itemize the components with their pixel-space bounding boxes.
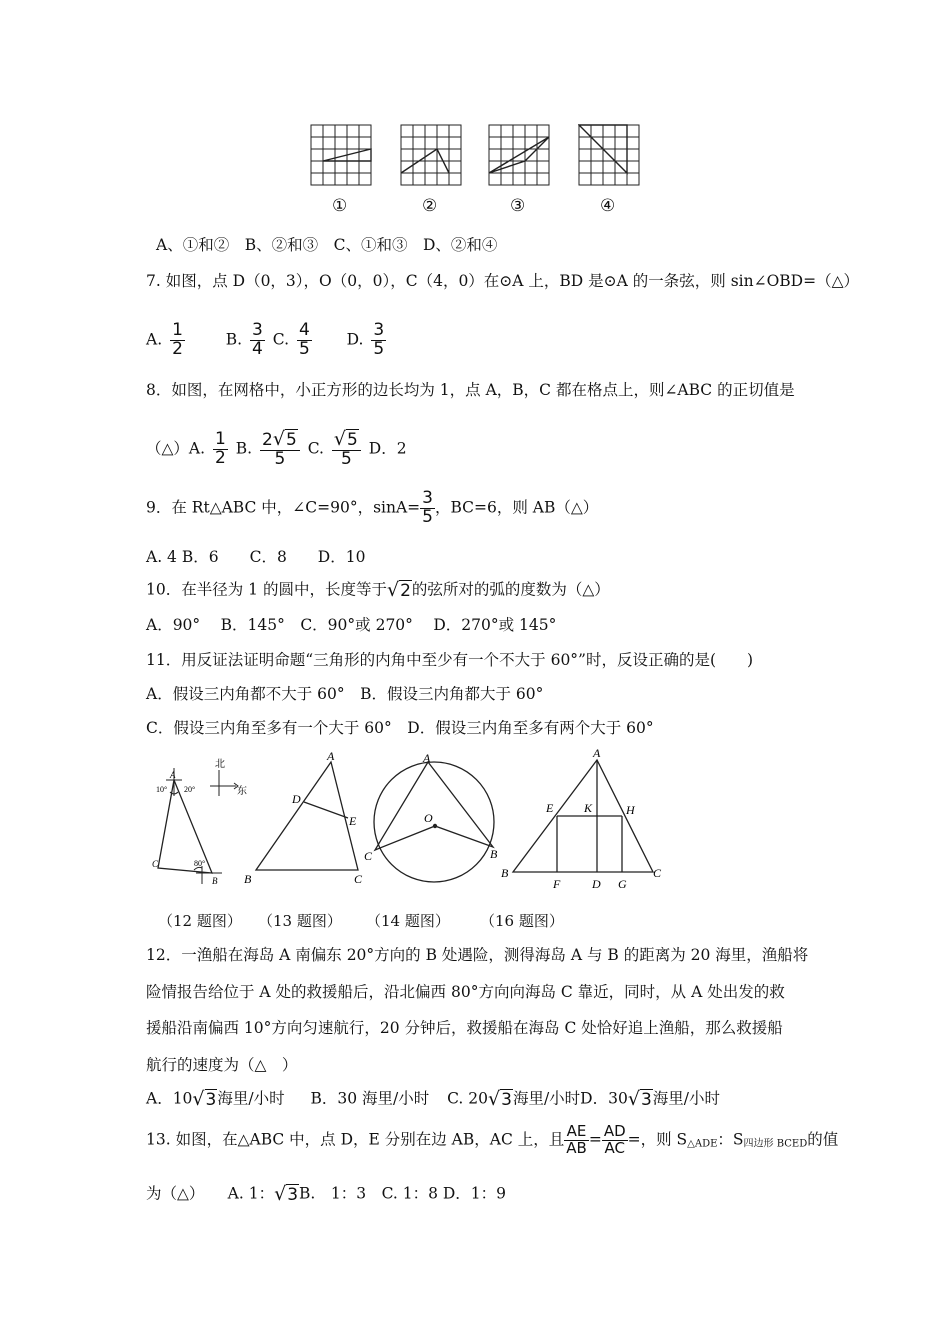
q7-option-b-fraction: $\frac{3}{4}$ [252,320,263,359]
fig12-B: B [212,876,218,886]
fig14-A: A [423,751,431,765]
q10-sqrt: √2 [386,579,411,601]
q13-stem [146,1124,838,1157]
q12-line-3: 援船沿南偏西 10°方向匀速航行，20 分钟后，救援船在海岛 C 处恰好追上渔船，那么救援船 [146,1019,783,1037]
fig13-D: D [292,792,301,806]
q12-d-sqrt: √3 [627,1088,652,1110]
q13-sub-bced: 四边形 BCED [743,1138,808,1150]
q8-option-b-label: B. [235,439,253,458]
q9-options: A. 4 B．6 C．8 D．10 [146,548,366,566]
grid-figure-4 [578,124,640,186]
caption-12: （12 题图） [158,912,242,930]
q13-sub-ade: △ADE [687,1138,718,1150]
q13-stem-end: 的值 [807,1130,839,1149]
grid-figure-2 [400,124,462,186]
fig16-D: D [592,877,601,891]
q12-d-unit: 海里/小时 [652,1089,720,1108]
fig14-B: B [490,847,498,861]
fig16-K: K [584,801,593,815]
q8-stem: 8．如图，在网格中，小正方形的边长均为 1，点 A，B，C 都在格点上，则∠ABC 的正切值是 [146,381,795,399]
caption-14: （14 题图） [366,912,450,930]
figure-label-3: ③ [510,196,526,216]
q8-option-d: D．2 [368,439,407,458]
fig12-deg20: 20° [184,785,196,794]
q7-option-a-label: A. [146,330,163,349]
fig16-E: E [546,801,554,815]
q13-line2-pre: 为（△） A. 1： [146,1184,275,1203]
fig14-O: O [424,811,433,825]
figure-16 [495,744,665,892]
q13-line2-post: B. 1：3 C. 1：8 D．1：9 [299,1184,507,1203]
q12-option-b: B．30 海里/小时 [310,1089,430,1108]
fig13-A: A [327,749,335,763]
caption-16: （16 题图） [480,912,564,930]
q8-prefix: （△）A. [146,439,206,458]
q11-stem: 11．用反证法证明命题“三角形的内角中至少有一个不大于 60°”时，反设正确的是( ) [146,651,754,669]
fig16-F: F [553,877,561,891]
q12-a-unit: 海里/小时 [217,1089,285,1108]
q10-stem [146,579,610,602]
q8-option-b-fraction: $\frac{2√5}{5}$ [260,430,300,469]
q8-options [146,430,407,469]
q13-fraction-ad-ac: $\frac{AD}{AC}$ [603,1122,626,1157]
q13-stem-mid: =，则 S [627,1130,688,1149]
q11-options-2: C．假设三内角至多有一个大于 60° D．假设三内角至多有两个大于 60° [146,719,654,737]
q7-option-d-label: D. [346,330,364,349]
east-label: 东 [237,786,247,797]
q10-options: A．90° B．145° C．90°或 270° D．270°或 145° [146,616,557,634]
figure-14 [362,748,507,890]
fig16-G: G [618,877,627,891]
figure-12 [150,756,250,890]
q12-option-d: D．30 [580,1089,628,1108]
q12-line-2: 险情报告给位于 A 处的救援船后，沿北偏西 80°方向向海岛 C 靠近，同时，从 A 处出发的救 [146,983,785,1001]
fig14-C: C [364,849,373,863]
q12-option-a: A．10 [146,1089,193,1108]
q12-a-sqrt: √3 [192,1088,217,1110]
fig13-B: B [244,872,252,886]
q6-options: A、①和② B、②和③ C、①和③ D、②和④ [156,236,498,254]
q7-stem: 7. 如图，点 D（0，3），O（0，0），C（4，0）在⊙A 上，BD 是⊙A 的一条弦，则 sin∠OBD=（△） [146,272,860,290]
q12-option-c: C. 20 [447,1089,488,1108]
q7-options [146,322,389,359]
q7-option-b-label: B. [225,330,243,349]
q9-stem-post: ，BC=6，则 AB（△） [434,498,599,517]
q7-option-a-fraction: $\frac{1}{2}$ [172,320,183,359]
q10-stem-post: 的弦所对的弧的度数为（△） [411,580,610,599]
q13-stem-pre: 13. 如图，在△ABC 中，点 D，E 分别在边 AB，AC 上，且 [146,1130,565,1149]
figure-13 [240,748,370,888]
q8-option-c-fraction: $\frac{√5}{5}$ [332,430,361,469]
q13-equals: = [588,1130,602,1149]
q7-option-c-label: C. [272,330,290,349]
q9-stem [146,490,598,527]
grid-figure-3 [488,124,550,186]
q13-fraction-ae-ab: $\frac{AE}{AB}$ [566,1122,587,1157]
q12-c-sqrt: √3 [488,1088,512,1110]
q10-stem-pre: 10．在半径为 1 的圆中，长度等于 [146,580,387,599]
q13-sqrt: √3 [274,1183,299,1205]
q7-option-c-fraction: $\frac{4}{5}$ [298,320,310,359]
fig12-A: A [170,770,176,780]
fig16-A: A [593,746,601,760]
q13-colon: ：S [717,1130,744,1149]
fig12-deg80: 80° [194,859,206,868]
q12-line-4: 航行的速度为（△ ） [146,1056,298,1074]
grid-figure-1 [310,124,372,186]
fig13-C: C [354,872,363,886]
q9-fraction: $\frac{3}{5}$ [422,488,433,527]
q12-options [146,1088,720,1111]
figure-label-1: ① [332,196,348,216]
q12-c-unit: 海里/小时 [512,1089,581,1108]
fig16-H: H [626,803,635,817]
q13-options [146,1183,506,1206]
q7-option-d-fraction: $\frac{3}{5}$ [373,320,385,359]
q8-option-c-label: C. [307,439,324,458]
fig16-B: B [501,866,509,880]
q11-options-1: A．假设三内角都不大于 60° B．假设三内角都大于 60° [146,685,544,703]
q12-line-1: 12．一渔船在海岛 A 南偏东 20°方向的 B 处遇险，测得海岛 A 与 B 的距离为 20 海里，渔船将 [146,946,809,964]
fig12-deg10: 10° [156,785,168,794]
north-label: 北 [215,759,225,770]
q9-stem-pre: 9．在 Rt△ABC 中，∠C=90°，sinA= [146,498,421,517]
q8-option-a-fraction: $\frac{1}{2}$ [214,429,226,468]
fig13-E: E [349,814,357,828]
figure-label-2: ② [422,196,438,216]
figure-label-4: ④ [600,196,616,216]
fig12-C: C [152,859,159,869]
caption-13: （13 题图） [258,912,342,930]
fig16-C: C [653,866,662,880]
